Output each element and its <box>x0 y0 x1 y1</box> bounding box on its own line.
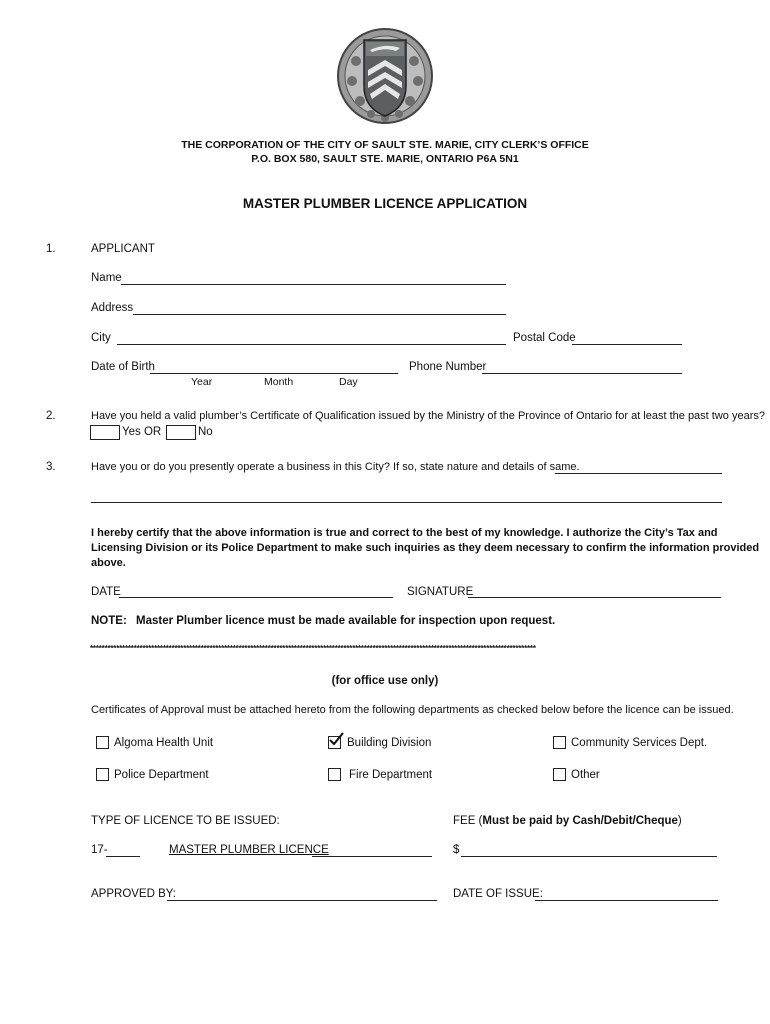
fee-dollar-sign: $ <box>453 844 460 856</box>
organization-address: P.O. BOX 580, SAULT STE. MARIE, ONTARIO P6A 5N1 <box>251 153 519 165</box>
day-sublabel: Day <box>339 376 358 388</box>
licence-type-value: MASTER PLUMBER LICENCE <box>169 844 329 856</box>
certification-line-1: I hereby certify that the above information is true and correct to the best of my knowledge. I authorize the City’s Tax and <box>91 527 718 539</box>
licence-type-label: TYPE OF LICENCE TO BE ISSUED: <box>91 815 280 827</box>
signature-label: SIGNATURE <box>407 586 474 598</box>
city-label: City <box>91 332 111 344</box>
licence-year-field[interactable] <box>106 856 140 857</box>
algoma-health-unit-checkbox[interactable] <box>96 736 109 749</box>
name-field[interactable] <box>121 284 506 285</box>
licence-type-field[interactable] <box>312 856 432 857</box>
checkmark-icon <box>328 732 344 746</box>
approved-by-field[interactable] <box>167 900 437 901</box>
algoma-health-unit-label: Algoma Health Unit <box>114 737 214 749</box>
building-division-checkbox[interactable] <box>328 736 341 749</box>
organization-name: THE CORPORATION OF THE CITY OF SAULT STE. MARIE, CITY CLERK’S OFFICE <box>181 139 589 151</box>
office-use-heading: (for office use only) <box>331 675 439 687</box>
applicant-heading: APPLICANT <box>91 243 155 255</box>
section-2-number: 2. <box>46 410 56 422</box>
yes-answer-box[interactable] <box>90 425 120 440</box>
fee-payment-methods: Must be paid by Cash/Debit/Cheque <box>482 815 678 827</box>
signature-field[interactable] <box>468 597 721 598</box>
section-3-number: 3. <box>46 461 56 473</box>
fee-prefix: FEE ( <box>453 815 483 827</box>
licence-year-prefix: 17- <box>91 844 108 856</box>
certification-line-3: above. <box>91 557 126 569</box>
approval-instructions: Certificates of Approval must be attached hereto from the following departments as checked below before the licence can be issued. <box>91 704 734 716</box>
date-label: DATE <box>91 586 121 598</box>
fee-suffix: ) <box>677 815 682 827</box>
form-title: MASTER PLUMBER LICENCE APPLICATION <box>242 196 528 211</box>
building-division-label: Building Division <box>347 737 432 749</box>
phone-number-field[interactable] <box>482 373 682 374</box>
yes-or-label: Yes OR <box>122 426 162 438</box>
postal-code-field[interactable] <box>572 344 682 345</box>
office-use-separator: ********************************************************************************************************************************************************* <box>90 644 536 653</box>
business-details-field-1[interactable] <box>555 473 722 474</box>
name-label: Name <box>91 272 122 284</box>
business-details-field-2[interactable] <box>91 502 722 503</box>
address-field[interactable] <box>133 314 506 315</box>
other-department-checkbox[interactable] <box>553 768 566 781</box>
month-sublabel: Month <box>264 376 294 388</box>
police-department-label: Police Department <box>114 769 209 781</box>
date-of-issue-label: DATE OF ISSUE: <box>453 888 543 900</box>
fee-label <box>453 815 682 827</box>
no-answer-box[interactable] <box>166 425 196 440</box>
city-crest-logo <box>336 26 434 126</box>
postal-code-label: Postal Code <box>513 332 576 344</box>
date-field[interactable] <box>119 597 393 598</box>
phone-number-label: Phone Number <box>409 361 487 373</box>
note-label: NOTE: <box>91 615 127 627</box>
certification-line-2: Licensing Division or its Police Department to make such inquiries as they deem necessary to confirm the information provided <box>91 542 760 554</box>
business-question: Have you or do you presently operate a business in this City? If so, state nature and details of same. <box>91 461 580 473</box>
note-text: Master Plumber licence must be made available for inspection upon request. <box>136 615 556 627</box>
date-of-birth-label: Date of Birth <box>91 361 155 373</box>
other-department-label: Other <box>571 769 600 781</box>
address-label: Address <box>91 302 134 314</box>
section-1-number: 1. <box>46 243 56 255</box>
city-field[interactable] <box>117 344 506 345</box>
fee-amount-field[interactable] <box>461 856 717 857</box>
community-services-checkbox[interactable] <box>553 736 566 749</box>
fire-department-label: Fire Department <box>349 769 433 781</box>
no-label: No <box>198 426 213 438</box>
date-of-birth-field[interactable] <box>150 373 398 374</box>
approved-by-label: APPROVED BY: <box>91 888 177 900</box>
fire-department-checkbox[interactable] <box>328 768 341 781</box>
year-sublabel: Year <box>191 376 213 388</box>
date-of-issue-field[interactable] <box>535 900 718 901</box>
qualification-question: Have you held a valid plumber’s Certificate of Qualification issued by the Ministry of the Province of Ontario for at least the past two years? <box>91 410 765 422</box>
community-services-label: Community Services Dept. <box>571 737 708 749</box>
police-department-checkbox[interactable] <box>96 768 109 781</box>
